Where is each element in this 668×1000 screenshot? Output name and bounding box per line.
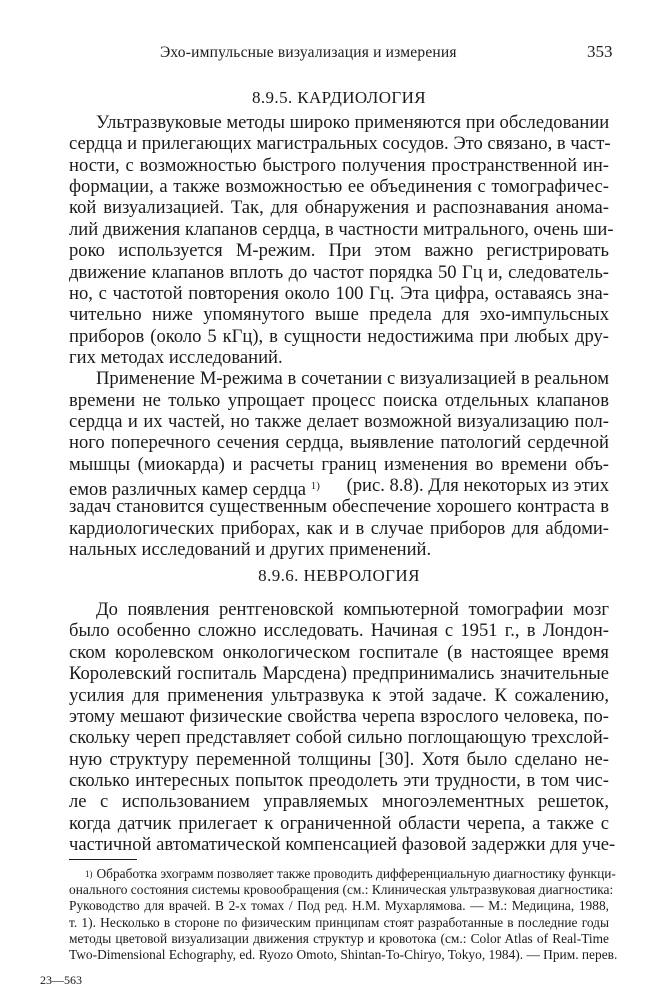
text-line: чительно ниже упомянутого выше предела для эхо-импульсных (69, 304, 609, 326)
text-line: лий движения клапанов сердца, в частности митрального, очень ши- (69, 218, 614, 240)
footnote-line: онального состояния системы кровообращения (см.: Клиническая ультразвуковая диагностика: (69, 882, 614, 898)
page-number: 353 (587, 42, 613, 61)
text-line: Ультразвуковые методы широко применяются при обследовании (96, 112, 610, 133)
text-line: но, с частотой повторения около 100 Гц. Эта цифра, оставаясь зна- (69, 282, 609, 304)
text-line: До появления рентгеновской компьютерной томографии мозг (96, 599, 609, 620)
footnote-line (69, 866, 616, 883)
text-line: было особенно сложно исследовать. Начиная с 1951 г., в Лондон- (69, 620, 609, 642)
text-line: Применение М-режима в сочетании с визуализацией в реальном (96, 368, 609, 390)
section-heading-neurology: 8.9.6. НЕВРОЛОГИЯ (258, 566, 420, 585)
text-line: этому мешают физические свойства черепа взрослого человека, по- (69, 705, 609, 727)
text-line: ском королевском онкологическом госпитале (в настоящее время (69, 641, 609, 663)
footnote-ref: 1) (310, 480, 320, 492)
text-line: роко используется М-режим. При этом важно регистрировать (69, 240, 609, 262)
text-line: приборов (около 5 кГц), в сущности недостижима при любых дру- (69, 325, 609, 347)
printer-signature: 23—563 (40, 973, 82, 987)
text-line: формации, а также возможностью ее объединения с томографичес- (69, 176, 609, 198)
text-line: ности, с возможностью быстрого получения пространственной ин- (69, 154, 609, 176)
text-line: усилия для применения ультразвука к этой задаче. К сожалению, (69, 684, 609, 706)
footnote-line: методы цветовой визуализации движения структур и кровотока (см.: Color Atlas of Real-Time (69, 930, 609, 946)
text-line: когда датчик прилегает к ограниченной области черепа, а также с (69, 812, 609, 834)
text-fragment: емов различных камер сердца $^{1)}$ (69, 479, 320, 500)
text-line: частичной автоматической компенсацией фазовой задержки для уче- (69, 834, 616, 855)
footnote-line: Two-Dimensional Echography, ed. Ryozo Omoto, Shintan-To-Chiryo, Tokyo, 1984). — Прим. перев. (69, 947, 618, 962)
footnote-text: Обработка эхограмм позволяет также проводить дифференциальную диагностику функци- (96, 866, 616, 881)
text-line: скольку череп представляет собой сильно поглощающую трехслой- (69, 727, 609, 749)
text-line: ле с использованием управляемых многоэлементных решеток, (69, 791, 609, 813)
running-head: Эхо-импульсные визуализация и измерения (160, 44, 457, 61)
text-line: времени не только упрощает процесс поиска отдельных клапанов (69, 389, 609, 411)
text-line: ную структуру переменной толщины [30]. Хотя было сделано не- (69, 748, 609, 770)
text-line: кой визуализацией. Так, для обнаружения и распознавания анома- (69, 197, 609, 219)
text-line: сердца и прилегающих магистральных сосудов. Это связано, в част- (69, 133, 611, 155)
text-line: сколько интересных попыток преодолеть эти трудности, в том чис- (69, 769, 609, 791)
footnote-line: т. 1). Несколько в стороне по физическим принципам стоят разработанные в последние годы (69, 914, 609, 930)
text-line: Королевский госпиталь Марсдена) предпринимались значительные (69, 663, 609, 685)
text-line: ного поперечного сечения сердца, выявление патологий сердечной (69, 432, 609, 454)
text-line: движение клапанов вплоть до частот порядка 50 Гц и, следователь- (69, 261, 609, 283)
text-fragment: (рис. 8.8). Для некоторых из этих (346, 475, 609, 496)
text-line: мышцы (миокарда) и расчеты границ изменения во времени объ- (69, 453, 609, 475)
text-line: кардиологических приборах, как и в случае приборов для абдоми- (69, 517, 609, 539)
text-line: гих методах исследований. (69, 346, 283, 368)
text-line: сердца и их частей, но также делает возможной визуализацию пол- (69, 410, 609, 432)
text-line: задач становится существенным обеспечение хорошего контраста в (69, 496, 609, 518)
section-heading-cardiology: 8.9.5. КАРДИОЛОГИЯ (251, 88, 427, 107)
footnote-rule (69, 859, 137, 860)
footnote-marker: 1) (85, 869, 93, 879)
footnote-line: Руководство для врачей. В 2-х томах / Под ред. Н.М. Мухарлямова. — М.: Медицина, 1988, (69, 898, 609, 914)
text-line: нальных исследований и других применений. (69, 539, 432, 560)
